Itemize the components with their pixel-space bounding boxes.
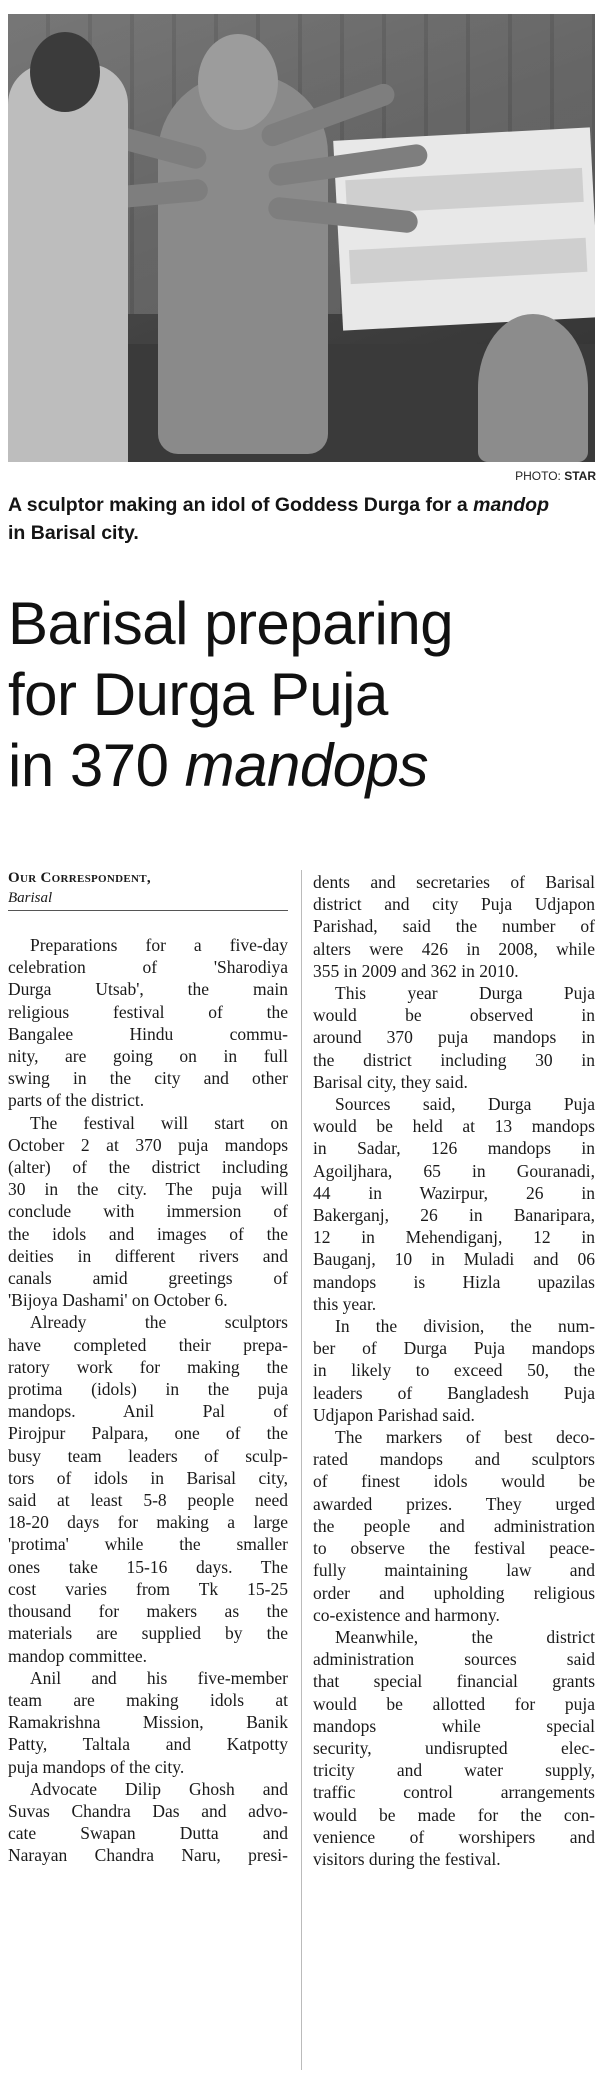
article-line: Sources said, Durga Puja — [335, 1094, 595, 1115]
article-line: This year Durga Puja — [335, 983, 595, 1004]
article-line: Agoiljhara, 65 in Gouranadi, — [313, 1160, 595, 1181]
article-line: The markers of best deco- — [335, 1427, 595, 1448]
article-line: would be held at 13 mandops — [313, 1116, 595, 1137]
article-line: cost varies from Tk 15-25 — [8, 1578, 288, 1599]
article-line: Bauganj, 10 in Muladi and 06 — [313, 1249, 595, 1270]
article-line: Meanwhile, the district — [335, 1626, 595, 1647]
article-line: Barisal city, they said. — [313, 1071, 468, 1092]
article-line: thousand for makers as the — [8, 1601, 288, 1622]
article-column-1 — [8, 934, 288, 1867]
article-line: the people and administration — [313, 1515, 595, 1536]
photo-idol-head — [198, 34, 278, 130]
article-line: 355 in 2009 and 362 in 2010. — [313, 960, 519, 981]
byline — [8, 868, 288, 911]
article-line: team are making idols at — [8, 1689, 288, 1710]
photo-credit-source: STAR — [564, 469, 596, 483]
article-line: Narayan Chandra Naru, presi- — [8, 1845, 288, 1866]
article-line: district and city Puja Udjapon — [313, 894, 595, 915]
article-line: order and upholding religious — [313, 1582, 595, 1603]
caption-emphasis: mandop — [473, 494, 550, 516]
article-line: 'Bijoya Dashami' on October 6. — [8, 1290, 228, 1311]
headline-emphasis: mandops — [184, 732, 428, 799]
article-line: this year. — [313, 1293, 377, 1314]
article-line: ones take 15-16 days. The — [8, 1556, 288, 1577]
article-line: canals amid greetings of — [8, 1268, 288, 1289]
article-line: cate Swapan Dutta and — [8, 1823, 288, 1844]
article-line: have completed their prepa- — [8, 1334, 288, 1355]
article-line: administration sources said — [313, 1649, 595, 1670]
caption-text-end: in Barisal city. — [8, 522, 139, 544]
article-line: Advocate Dilip Ghosh and — [30, 1778, 288, 1799]
article-line: Udjapon Parishad said. — [313, 1404, 475, 1425]
photo-sculptor — [8, 64, 128, 462]
headline-line-text: in 370 — [8, 732, 185, 799]
headline-line — [8, 730, 603, 801]
headline-line: Barisal preparing — [8, 590, 454, 657]
article-line: ratory work for making the — [8, 1356, 288, 1377]
article-line: to observe the festival peace- — [313, 1538, 595, 1559]
article-line: said at least 5-8 people need — [8, 1490, 288, 1511]
article-line: mandop committee. — [8, 1645, 147, 1666]
article-line: traffic control arrangements — [313, 1782, 595, 1803]
article-line: visitors during the festival. — [313, 1848, 501, 1869]
article-line: the idols and images of the — [8, 1223, 288, 1244]
article-line: would be allotted for puja — [313, 1693, 595, 1714]
article-line: the district including 30 in — [313, 1049, 595, 1070]
photo-credit-label: PHOTO: — [515, 469, 561, 483]
caption-text: A sculptor making an idol of Goddess Durga for a — [8, 494, 474, 516]
byline-place: Barisal — [8, 890, 53, 906]
article-line: Preparations for a five-day — [30, 935, 288, 955]
article-line: 'protima' while the smaller — [8, 1534, 288, 1555]
article-line: puja mandops of the city. — [8, 1756, 185, 1777]
article-line: protima (idols) in the puja — [8, 1379, 288, 1400]
article-line: mandops. Anil Pal of — [8, 1401, 288, 1422]
photo-bust — [478, 314, 588, 462]
headline-line: for Durga Puja — [8, 661, 388, 728]
article-line: dents and secretaries of Barisal — [313, 872, 595, 892]
article-line: celebration of 'Sharodiya — [8, 957, 288, 978]
article-line: materials are supplied by the — [8, 1623, 288, 1644]
article-line: fully maintaining law and — [313, 1560, 595, 1581]
article-line: that special financial grants — [313, 1671, 595, 1692]
article-line: rated mandops and sculptors — [313, 1449, 595, 1470]
article-line: Anil and his five-member — [30, 1667, 288, 1688]
article-line: in likely to exceed 50, the — [313, 1360, 595, 1381]
photo-caption — [8, 491, 598, 547]
article-line: awarded prizes. They urged — [313, 1493, 595, 1514]
photo-credit — [441, 469, 596, 483]
article-line: Parishad, said the number of — [313, 916, 595, 937]
sculptor-photo — [8, 14, 595, 462]
article-line: 30 in the city. The puja will — [8, 1179, 288, 1200]
headline — [8, 588, 603, 801]
article-line: Patty, Taltala and Katpotty — [8, 1734, 288, 1755]
article-line: Bakerganj, 26 in Banaripara, — [313, 1205, 595, 1226]
article-line: October 2 at 370 puja mandops — [8, 1134, 288, 1155]
article-line: busy team leaders of sculp- — [8, 1445, 288, 1466]
article-line: ber of Durga Puja mandops — [313, 1338, 595, 1359]
article-line: mandops while special — [313, 1715, 595, 1736]
article-line: The festival will start on — [30, 1112, 288, 1133]
article-line: 12 in Mehendiganj, 12 in — [313, 1227, 595, 1248]
article-line: parts of the district. — [8, 1090, 145, 1111]
article-line: 44 in Wazirpur, 26 in — [313, 1182, 595, 1203]
article-line: tricity and water supply, — [313, 1760, 595, 1781]
article-line: tors of idols in Barisal city, — [8, 1467, 288, 1488]
article-line: mandops is Hizla upazilas — [313, 1271, 595, 1292]
article-line: would be made for the con- — [313, 1804, 595, 1825]
article-line: In the division, the num- — [335, 1316, 595, 1337]
article-line: leaders of Bangladesh Puja — [313, 1382, 595, 1403]
article-line: Suvas Chandra Das and advo- — [8, 1800, 288, 1821]
article-line: security, undisrupted elec- — [313, 1737, 595, 1758]
article-line: deities in different rivers and — [8, 1245, 288, 1266]
article-line: Already the sculptors — [30, 1312, 288, 1333]
article-line: nity, are going on in full — [8, 1046, 288, 1067]
article-column-2 — [313, 871, 595, 1870]
article-line: in Sadar, 126 mandops in — [313, 1138, 595, 1159]
article-line: conclude with immersion of — [8, 1201, 288, 1222]
article-line: Ramakrishna Mission, Banik — [8, 1712, 288, 1733]
article-line: venience of worshipers and — [313, 1826, 595, 1847]
article-line: 18-20 days for making a large — [8, 1512, 288, 1533]
article-line: around 370 puja mandops in — [313, 1027, 595, 1048]
article-line: co-existence and harmony. — [313, 1604, 500, 1625]
article-line: would be observed in — [313, 1005, 595, 1026]
byline-name: Our Correspondent, — [8, 870, 151, 886]
article-line: alters were 426 in 2008, while — [313, 938, 595, 959]
photo-banner-band — [349, 238, 587, 284]
article-line: Pirojpur Palpara, one of the — [8, 1423, 288, 1444]
article-line: of finest idols would be — [313, 1471, 595, 1492]
article-line: Bangalee Hindu commu- — [8, 1023, 288, 1044]
article-line: swing in the city and other — [8, 1068, 288, 1089]
column-divider — [301, 870, 302, 2070]
article-line: Durga Utsab', the main — [8, 979, 288, 1000]
photo-sculptor-head — [30, 32, 100, 112]
article-line: religious festival of the — [8, 1001, 288, 1022]
article-line: (alter) of the district including — [8, 1157, 288, 1178]
